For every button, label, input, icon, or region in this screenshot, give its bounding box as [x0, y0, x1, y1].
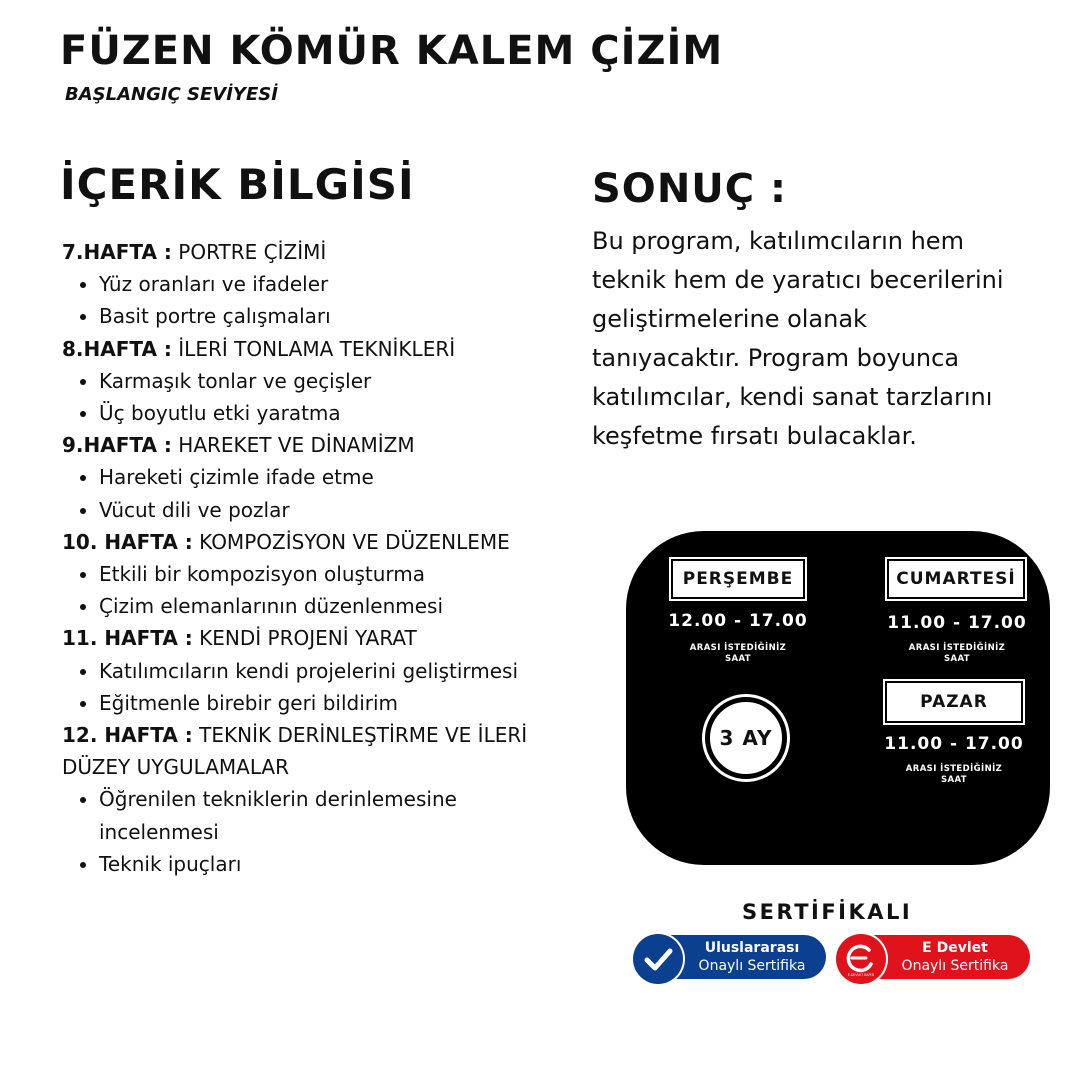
duration-badge: 3 AY [705, 697, 787, 779]
list-item: • Çizim elemanlarının düzenlenmesi [99, 590, 532, 622]
badge-line1: Uluslararası [704, 940, 800, 956]
time-note-line: ARASI İSTEDİĞİNİZ [905, 764, 1003, 774]
week-label: 11. HAFTA : [62, 626, 193, 651]
time-note [660, 643, 816, 665]
week-title [62, 333, 532, 365]
week-topic: PORTRE ÇİZİMİ [171, 240, 327, 264]
time-range: 11.00 - 17.00 [884, 734, 1024, 754]
checkmark-glyph [633, 934, 683, 984]
level-subtitle: BAŞLANGIÇ SEVİYESİ [65, 84, 278, 105]
week-title [62, 236, 532, 268]
day-label-saturday: CUMARTESİ [885, 557, 1027, 601]
week-title [62, 429, 532, 461]
time-note-line: ARASI İSTEDİĞİNİZ [689, 643, 787, 653]
page-title: FÜZEN KÖMÜR KALEM ÇİZİM [60, 28, 724, 74]
week-title [62, 526, 532, 558]
badge-line2: Onaylı Sertifika [698, 958, 806, 974]
week-title [62, 622, 532, 654]
week-label: 12. HAFTA : [62, 723, 193, 748]
time-range: 11.00 - 17.00 [887, 613, 1027, 633]
e-devlet-logo-glyph [836, 934, 886, 984]
list-item: • Öğrenilen tekniklerin derinlemesine incelenmesi [99, 783, 532, 847]
list-item: • Hareketi çizimle ifade etme [99, 461, 532, 493]
certificate-heading: SERTİFİKALI [742, 900, 913, 924]
day-label-sunday: PAZAR [883, 679, 1025, 725]
result-text: Bu program, katılımcıların hem teknik hem de yaratıcı becerilerini geliştirmelerine olanak tanıyacaktır. Program boyunca katılımcılar, kendi sanat tarzlarını keşfetme fırsatı bulacaklar. [592, 227, 1004, 450]
week-topic: İLERİ TONLAMA TEKNİKLERİ [171, 336, 456, 361]
time-note [879, 643, 1035, 665]
week-block [62, 333, 532, 430]
list-item: • Katılımcıların kendi projelerini geliştirmesi [99, 655, 532, 687]
time-note-line: SAAT [940, 775, 968, 785]
week-title [62, 719, 532, 783]
list-item: • Basit portre çalışmaları [99, 300, 532, 332]
week-block [62, 236, 532, 333]
time-note [876, 764, 1032, 786]
week-label: 10. HAFTA : [62, 529, 193, 554]
list-item: • Karmaşık tonlar ve geçişler [99, 365, 532, 397]
list-item: • Vücut dili ve pozlar [99, 494, 532, 526]
content-heading: İÇERİK BİLGİSİ [60, 160, 415, 209]
day-label-thursday: PERŞEMBE [669, 557, 807, 601]
week-topic: KENDİ PROJENİ YARAT [192, 626, 417, 651]
week-items [62, 461, 532, 525]
list-item: • Üç boyutlu etki yaratma [99, 397, 532, 429]
logo-text: E-DEVLET KAPISI [847, 973, 875, 977]
week-topic: KOMPOZİSYON VE DÜZENLEME [192, 529, 510, 554]
badge-line1: E Devlet [922, 940, 988, 956]
checkmark-icon [633, 934, 683, 984]
result-heading: SONUÇ : [592, 166, 788, 212]
badge-line2: Onaylı Sertifika [901, 958, 1009, 974]
week-list [62, 236, 532, 880]
week-items [62, 655, 532, 719]
time-note-line: SAAT [943, 654, 971, 664]
week-block [62, 622, 532, 719]
week-block [62, 526, 532, 623]
week-label: 8.HAFTA : [62, 336, 172, 361]
week-items [62, 365, 532, 429]
week-items [62, 558, 532, 622]
week-topic: HAREKET VE DİNAMİZM [171, 433, 415, 458]
e-devlet-logo-icon [836, 934, 886, 984]
week-topic: TEKNİK DERİNLEŞTİRME VE İLERİ DÜZEY UYGULAMALAR [62, 723, 528, 780]
list-item: • Yüz oranları ve ifadeler [99, 268, 532, 300]
time-note-line: SAAT [724, 654, 752, 664]
week-label: 7.HAFTA : [62, 240, 172, 264]
list-item: • Etkili bir kompozisyon oluşturma [99, 558, 532, 590]
time-note-line: ARASI İSTEDİĞİNİZ [908, 643, 1006, 653]
week-block [62, 429, 532, 526]
week-label: 9.HAFTA : [62, 433, 172, 458]
week-items [62, 783, 532, 880]
list-item: • Teknik ipuçları [99, 848, 532, 880]
week-block [62, 719, 532, 880]
time-range: 12.00 - 17.00 [668, 611, 808, 631]
week-items [62, 268, 532, 332]
list-item: • Eğitmenle birebir geri bildirim [99, 687, 532, 719]
